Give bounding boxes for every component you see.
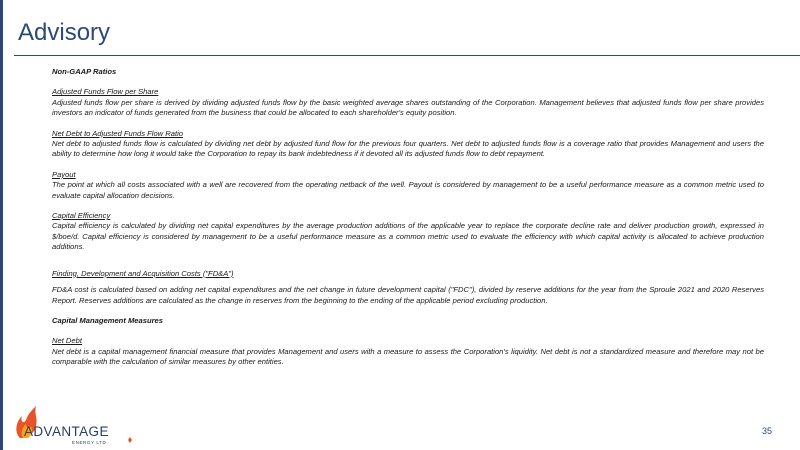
logo-tagline: ENERGY LTD. (72, 440, 109, 445)
paragraph-capital-efficiency: Capital efficiency is calculated by dividing net capital expenditures by the average production additions of the applicable year to replace the corporate decline rate and deliver production growth, expressed in $/boe/d. Capital efficiency is considered by management to be a useful performance measure as a common metric used to evaluate the efficiency with which capital activity is allocated to achieve production additions. (52, 221, 764, 252)
advisory-content (52, 67, 764, 368)
section-heading-capital-management: Capital Management Measures (52, 315, 163, 325)
subheading-fda-costs: Finding, Development and Acquisition Costs ("FD&A") (52, 268, 234, 278)
subheading-net-debt-ratio: Net Debt to Adjusted Funds Flow Ratio (52, 128, 183, 138)
page-number: 35 (762, 426, 773, 436)
subheading-capital-efficiency: Capital Efficiency (52, 211, 111, 221)
paragraph-net-debt: Net debt is a capital management financial measure that provides Management and users with a measure to assess the Corporation's liquidity. Net debt is not a standardized measure and therefore may not be comparable with the calculation of similar measures by other entities. (52, 346, 764, 367)
paragraph-adjusted-funds-flow-per-share: Adjusted funds flow per share is derived by dividing adjusted funds flow by the basic weighted average shares outstanding of the Corporation. Management believes that adjusted funds flow per share provides investors an indicator of funds generated from the business that could be allocated to each shareholder's equity position. (52, 97, 764, 118)
subheading-payout: Payout (52, 169, 76, 179)
logo-wordmark: ADVANTAGE (24, 424, 109, 439)
section-heading-non-gaap: Non-GAAP Ratios (52, 67, 117, 76)
subheading-net-debt: Net Debt (52, 336, 82, 346)
paragraph-net-debt-ratio: Net debt to adjusted funds flow is calculated by dividing net debt by adjusted fund flow for the previous four quarters. Net debt to adjusted funds flow is a coverage ratio that provides Management and users the ability to determine how long it would take the Corporation to repay its bank indebtedness if it devoted all its adjusted funds flow to debt repayment. (52, 139, 764, 159)
paragraph-fda-costs: FD&A cost is calculated based on adding net capital expenditures and the net change in future development capital ("FDC"), divided by reserve additions for the year from the Sproule 2021 and 2020 Reserves Report. Reserves additions are calculated as the change in reserves from the beginning to the ending of the applicable period excluding production. (52, 285, 764, 305)
paragraph-payout: The point at which all costs associated with a well are recovered from the operating netback of the well. Payout is considered by management to be a useful performance measure as a common metric used to evaluate capital allocation decisions. (52, 180, 764, 200)
title-divider (14, 55, 800, 56)
subheading-adjusted-funds-flow-per-share: Adjusted Funds Flow per Share (52, 87, 159, 97)
left-accent-rule (0, 0, 3, 450)
page-title: Advisory (18, 19, 111, 46)
